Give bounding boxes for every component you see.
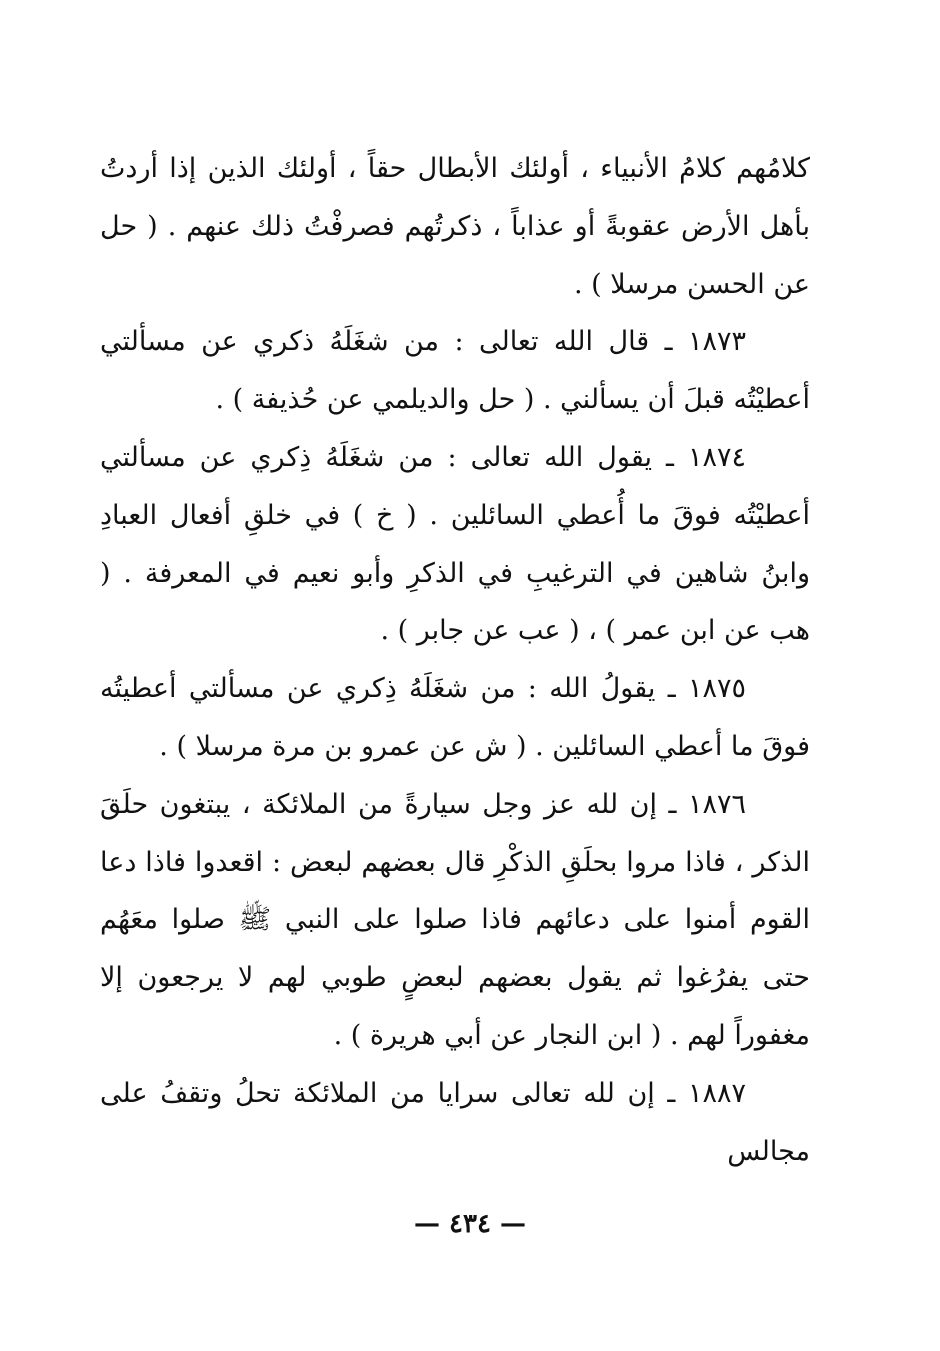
hadith-1873: ١٨٧٣ ـ قال الله تعالى : من شغَلَهُ ذكري عن مسألتي أعطيْتُه قبلَ أن يسألني . ( حل والديلمي عن حُذيفة ) . xyxy=(100,326,810,416)
body-text xyxy=(100,140,810,1180)
hadith-1875: ١٨٧٥ ـ يقولُ الله : من شغَلَهُ ذِكري عن مسألتي أعطيتُه فوقَ ما أعطي السائلين . ( ش عن عمرو بن مرة مرسلا ) . xyxy=(100,673,810,762)
hadith-1876: ١٨٧٦ ـ إن لله عز وجل سيارةً من الملائكة ، يبتغون حلَقَ الذكر ، فاذا مروا بحلَقِ الذكْرِ قال بعضهم لبعض : اقعدوا فاذا دعا القوم أمنوا على دعائهم فاذا صلوا على النبي ﷺ صلوا معَهُم حتى يفرُغوا ثم يقول بعضهم لبعضٍ طوبي لهم لا يرجعون إلا مغفوراً لهم . ( ابن النجار عن أبي هريرة ) . xyxy=(100,788,810,1051)
hadith-1887: ١٨٨٧ ـ إن لله تعالى سرايا من الملائكة تحلُ وتقفُ على مجالس xyxy=(100,1077,810,1167)
paragraph-continuation: كلامُهم كلامُ الأنبياء ، أولئك الأبطال حقاً ، أولئك الذين إذا أردتُ بأهل الأرض عقوبةً أو عذاباً ، ذكرتُهم فصرفْتُ ذلك عنهم . ( حل عن الحسن مرسلا ) . xyxy=(100,153,810,300)
page-number: — ٤٣٤ — xyxy=(413,1209,527,1239)
hadith-1874: ١٨٧٤ ـ يقول الله تعالى : من شغَلَهُ ذِكري عن مسألتي أعطيْتُه فوقَ ما أُعطي السائلين . ( خ ) في خلقِ أفعال العبادِ وابنُ شاهين في الترغيبِ في الذكرِ وأبو نعيم في المعرفة . ( هب عن ابن عمر ) ، ( عب عن جابر ) . xyxy=(100,441,810,647)
